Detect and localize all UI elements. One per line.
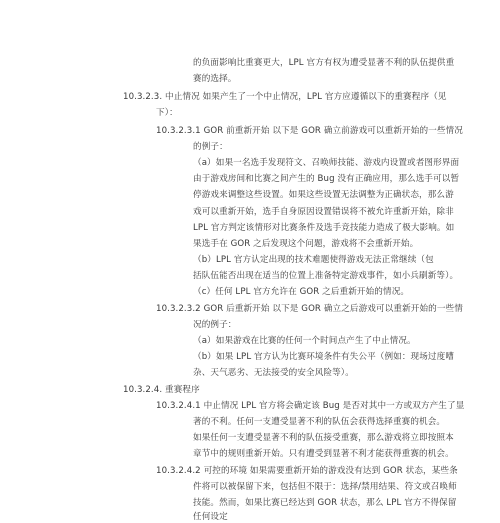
text-line: 件将可以被保留下来，包括但不限于：选择/禁用结果、符文或召唤师 bbox=[193, 482, 457, 492]
text-line: 任何设定 bbox=[193, 512, 228, 522]
text-line: LPL 官方判定该情形对比赛条件及选手竞技能力造成了极大影响。如 bbox=[193, 223, 455, 233]
text-line: 杂、天气恶劣、无法接受的安全风险等）。 bbox=[193, 368, 354, 378]
subsection-heading-10-3-2-4-2: 10.3.2.4.2 可控的环境 如果需要重新开始的游戏没有达到 GOR 状态，某些条 bbox=[156, 466, 458, 476]
list-item-b: （b）如果 LPL 官方认为比赛环境条件有失公平（例如：现场过度嘈 bbox=[193, 352, 455, 362]
list-item-c: （c）任何 LPL 官方允许在 GOR 之后重新开始的情况。 bbox=[193, 287, 410, 297]
text-line: 下）： bbox=[156, 108, 178, 118]
text-line: 的例子： bbox=[193, 142, 228, 152]
subsection-heading-10-3-2-3-2: 10.3.2.3.2 GOR 后重新开始 以下是 GOR 确立之后游戏可以重新开始的一些情 bbox=[156, 304, 463, 314]
list-item-a: （a）如果游戏在比赛的任何一个时间点产生了中止情况。 bbox=[193, 336, 416, 346]
text-line: 技能。然而，如果比赛已经达到 GOR 状态，那么 LPL 官方不得保留 bbox=[193, 498, 457, 508]
subsection-heading-10-3-2-3-1: 10.3.2.3.1 GOR 前重新开始 以下是 GOR 确立前游戏可以重新开始的一些情况 bbox=[156, 126, 463, 136]
text-line: 停游戏来调整这些设置。如果这些设置无法调整为正确状态，那么游 bbox=[193, 190, 454, 200]
subsection-heading-10-3-2-4-1: 10.3.2.4.1 中止情况 LPL 官方将会确定该 Bug 是否对其中一方或双方产生了显 bbox=[156, 401, 465, 411]
section-heading-10-3-2-4: 10.3.2.4. 重赛程序 bbox=[123, 385, 200, 395]
list-item-a: （a）如果一名选手发现符文、召唤师技能、游戏内设置或者图形界面 bbox=[193, 158, 460, 168]
text-line: 著的不利。任何一支遭受显著不利的队伍会获得选择重赛的机会。 bbox=[193, 417, 446, 427]
text-line: 由于游戏房间和比赛之间产生的 Bug 没有正确应用，那么选手可以暂 bbox=[193, 174, 460, 184]
list-item-b: （b）LPL 官方认定出现的技术难题使得游戏无法正常继续（包 bbox=[193, 255, 434, 265]
text-line: 赛的选择。 bbox=[193, 74, 237, 84]
section-heading-10-3-2-3: 10.3.2.3. 中止情况 如果产生了一个中止情况，LPL 官方应遵循以下的重赛程序（见 bbox=[123, 92, 447, 102]
text-line: 括队伍能否出现在适当的位置上准备特定游戏事件，如小兵刷新等）。 bbox=[193, 271, 459, 281]
text-line: 果选手在 GOR 之后发现这个问题，游戏将不会重新开始。 bbox=[193, 239, 419, 249]
text-line: 章节中的规则重新开始。只有遭受到显著不利才能获得重赛的机会。 bbox=[193, 449, 454, 459]
text-line: 戏可以重新开始，选手自身原因设置错误将不被允许重新开始，除非 bbox=[193, 207, 454, 217]
text-line: 况的例子： bbox=[193, 320, 237, 330]
text-line: 的负面影响比重赛更大，LPL 官方有权为遭受显著不利的队伍提供重 bbox=[193, 58, 455, 68]
text-line: 如果任何一支遭受显著不利的队伍接受重赛，那么游戏将立即按照本 bbox=[193, 433, 454, 443]
